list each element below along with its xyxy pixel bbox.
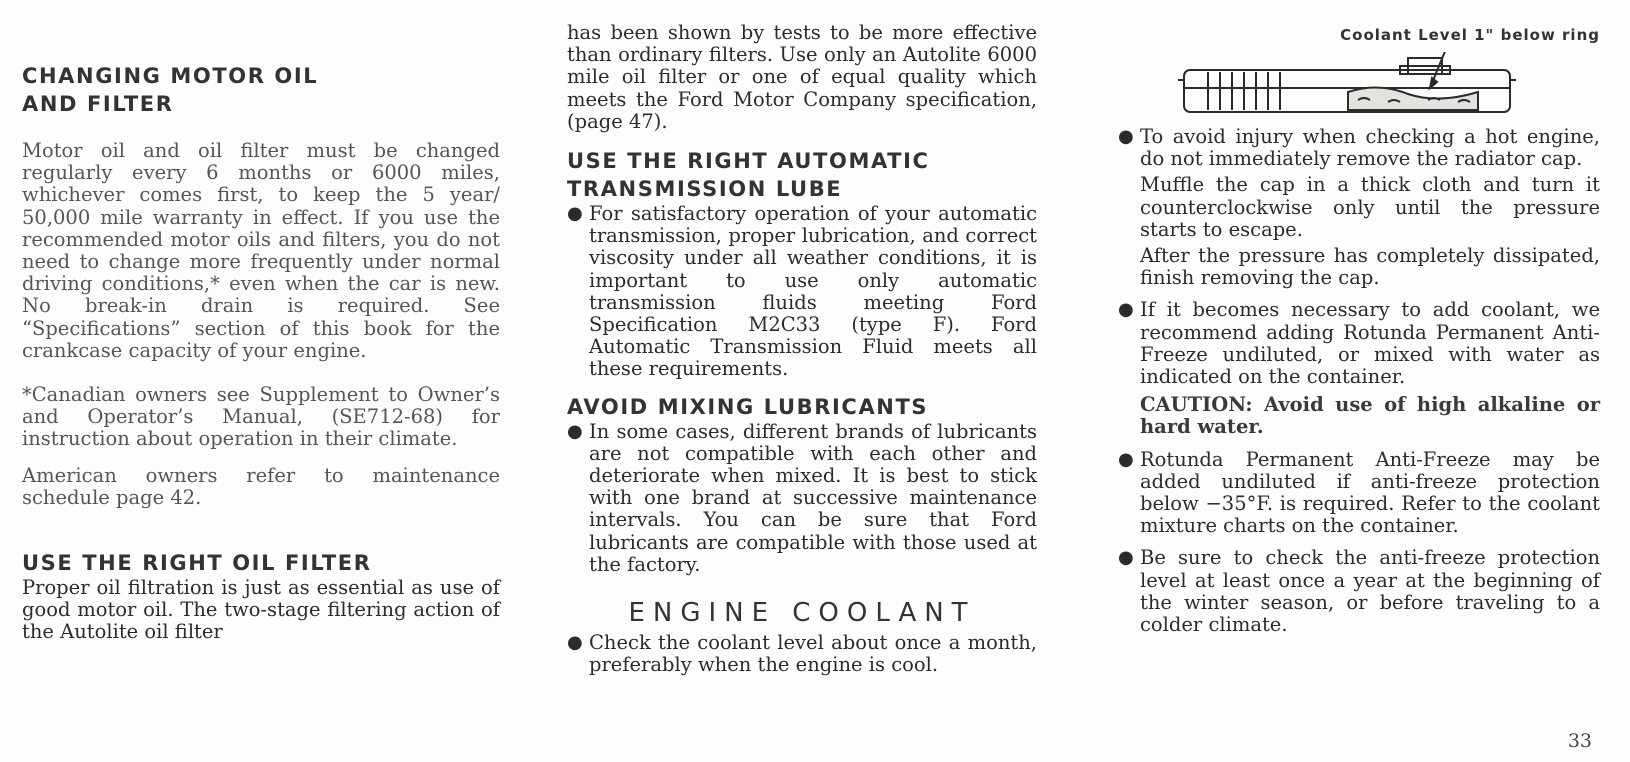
heading-avoid-mixing: AVOID MIXING LUBRICANTS (567, 394, 929, 419)
bullet-icon: ● (1118, 547, 1134, 569)
bullet-text: Check the coolant level about once a month, preferably when the engine is cool. (589, 631, 1037, 677)
bullet-text: In some cases, different brands of lubricants are not compatible with each other and deteriorate when mixed. It is best to stick with one brand at successive maintenance intervals. You can be sure that Ford lubricants are compatible with those used at the factory. (589, 419, 1037, 576)
list-item (1118, 126, 1600, 289)
bullet-text: Rotunda Permanent Anti-Freeze may be added undiluted if anti-freeze protection below −35°F. is required. Refer to the coolant mixture charts on the container. (1140, 447, 1600, 538)
list-item (567, 421, 1037, 576)
radiator-figure (1118, 0, 1600, 126)
bullet-text-part: After the pressure has completely dissipated, finish removing the cap. (1140, 244, 1600, 290)
bullet-icon: ● (1118, 126, 1134, 147)
column-left (22, 0, 500, 644)
heading-transmission-lube (567, 147, 1037, 203)
bullet-text: For satisfactory operation of your automatic transmission, proper lubrication, and correct viscosity under all weather conditions, it is important to use only automatic transmission fluids meeting Ford Specification M2C33 (type F). Ford Automatic Transmission Fluid meets all these requirements. (589, 202, 1037, 381)
figure-label: Coolant Level 1" below ring (1340, 26, 1600, 44)
bullet-text: Be sure to check the anti-freeze protection level at least once a year at the beginning of the winter season, or before traveling to a colder climate. (1140, 546, 1600, 637)
bullet-text-part: If it becomes necessary to add coolant, we recommend adding Rotunda Permanent Anti-Freeze undiluted, or mixed with water as indicated on the container. (1140, 298, 1600, 389)
list-item (567, 203, 1037, 381)
heading-line: TRANSMISSION LUBE (567, 177, 843, 202)
heading-line: AND FILTER (22, 92, 174, 116)
bullet-icon: ● (1118, 448, 1134, 470)
radiator-diagram (1178, 52, 1538, 122)
oil-filter-paragraph: Proper oil filtration is just as essential as use of good motor oil. The two-stage filtering action of the Autolite oil filter (22, 576, 500, 644)
canadian-owners-note: *Canadian owners see Supplement to Owner’s and Operator’s Manual, (SE712-68) for instruction about operation in their climate. (22, 383, 500, 451)
bullet-icon: ● (567, 632, 583, 654)
american-owners-note: American owners refer to maintenance schedule page 42. (22, 463, 500, 509)
column-right (1118, 0, 1600, 636)
bullet-icon: ● (1118, 299, 1134, 321)
engine-coolant-title: ENGINE COOLANT (628, 598, 976, 629)
list-item (567, 632, 1037, 676)
caution-text: CAUTION: Avoid use of high alkaline or hard water. (1140, 393, 1600, 439)
list-item (1118, 299, 1600, 438)
column-middle (567, 0, 1037, 676)
oil-filter-continued: has been shown by tests to be more effective than ordinary filters. Use only an Autolite 6000 mile oil filter or one of equal quality which meets the Ford Motor Company specification, (page 47). (567, 21, 1037, 133)
page-number: 33 (1567, 730, 1592, 752)
heading-line: USE THE RIGHT AUTOMATIC (567, 149, 930, 174)
bullet-text-part: Muffle the cap in a thick cloth and turn it counterclockwise only until the pressure starts to escape. (1140, 173, 1600, 241)
bullet-icon: ● (567, 203, 583, 225)
list-item (1118, 449, 1600, 538)
heading-line: CHANGING MOTOR OIL (22, 64, 319, 88)
list-item (1118, 547, 1600, 636)
oil-change-paragraph: Motor oil and oil filter must be changed regularly every 6 months or 6000 miles, whichever comes first, to keep the 5 year/ 50,000 mile warranty in effect. If you use the recommended motor oils and filters, you do not need to change more frequently under normal driving conditions,* even when the car is new. No break-in drain is required. See “Specifications” section of this book for the crankcase capacity of your engine. (22, 139, 500, 362)
heading-oil-filter: USE THE RIGHT OIL FILTER (22, 551, 372, 576)
bullet-text-part: To avoid injury when checking a hot engine, do not immediately remove the radiator cap. (1140, 125, 1600, 171)
bullet-icon: ● (567, 420, 583, 442)
heading-changing-motor-oil (22, 62, 500, 118)
bullet-text (1140, 299, 1600, 438)
bullet-text (1140, 126, 1600, 289)
